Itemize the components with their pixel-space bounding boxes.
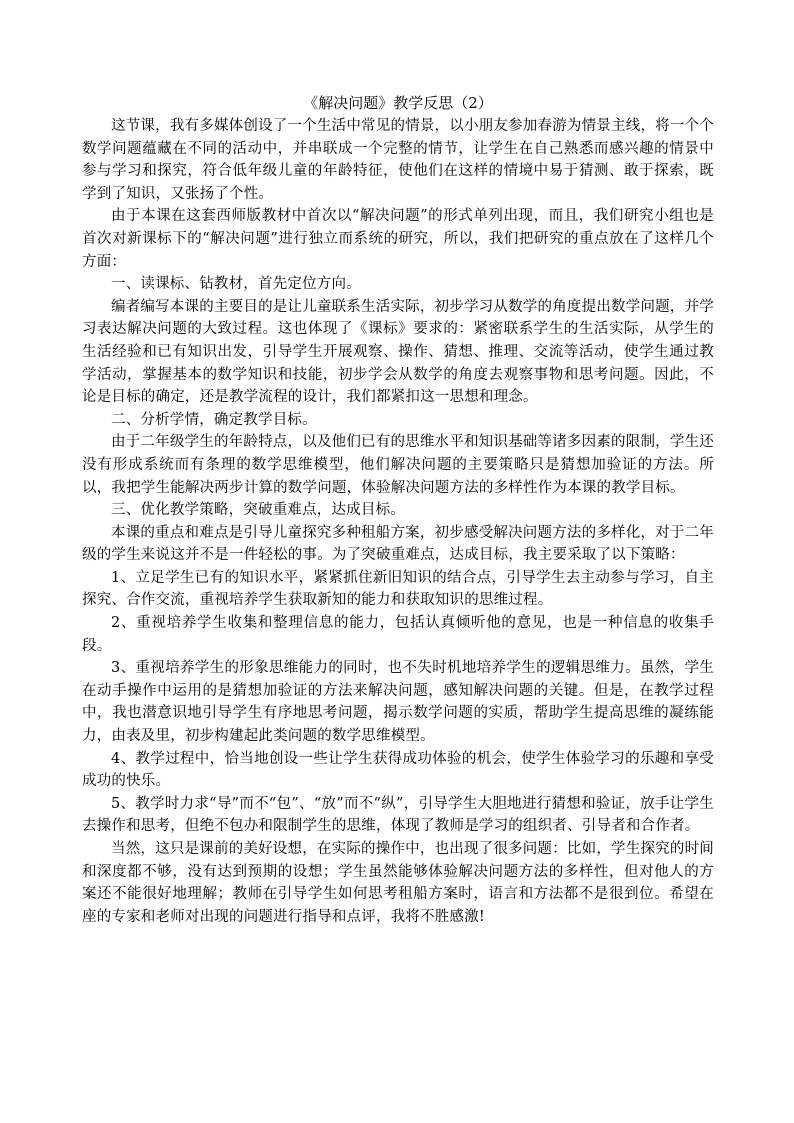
strategy-item-3: 3、重视培养学生的形象思维能力的同时，也不失时机地培养学生的逻辑思维力。虽然，学生在动手操作中运用的是猜想加验证的方法来解决问题，感知解决问题的关键。但是，在教学过程中，我也潜意识地引导学生有序地思考问题，揭示数学问题的实质，帮助学生提高思维的凝练能力，由表及里，初步构建起此类问题的数学思维模型。: [82, 660, 714, 745]
paragraph-research-focus: 由于本课在这套西师版教材中首次以“解决问题”的形式单列出现，而且，我们研究小组也是首次对新课标下的“解决问题”进行独立而系统的研究，所以，我们把研究的重点放在了这样几个方面：: [82, 208, 714, 270]
paragraph-curriculum: 编者编写本课的主要目的是让儿童联系生活实际，初步学习从数学的角度提出数学问题，并学习表达解决问题的大致过程。这也体现了《课标》要求的：紧密联系学生的生活实际，从学生的生活经验和已有知识出发，引导学生开展观察、操作、猜想、推理、交流等活动，使学生通过教学活动，掌握基本的数学知识和技能，初步学会从数学的角度去观察事物和思考问题。因此，不论是目标的确定，还是教学流程的设计，我们都紧扣这一思想和理念。: [82, 298, 714, 406]
strategy-item-1: 1、立足学生已有的知识水平，紧紧抓住新旧知识的结合点，引导学生去主动参与学习，自主探究、合作交流，重视培养学生获取新知的能力和获取知识的思维过程。: [82, 569, 714, 609]
paragraph-conclusion: 当然，这只是课前的美好设想，在实际的操作中，也出现了很多问题：比如，学生探究的时间和深度都不够，没有达到预期的设想；学生虽然能够体验解决问题方法的多样性，但对他人的方案还不能很好地理解；教师在引导学生如何思考租船方案时，语言和方法都不是很到位。希望在座的专家和老师对出现的问题进行指导和点评，我将不胜感激!: [82, 841, 714, 925]
section-heading-1: 一、读课标、钻教材，首先定位方向。: [111, 276, 361, 293]
document-title: 《解决问题》教学反思（2）: [303, 94, 493, 112]
paragraph-key-difficulties: 本课的重点和难点是引导儿童探究多种租船方案，初步感受解决问题方法的多样化，对于二年级的学生来说这并不是一件轻松的事。为了突破重难点，达成目标，我主要采取了以下策略：: [82, 524, 714, 564]
section-heading-3: 三、优化教学策略，突破重难点，达成目标。: [111, 502, 405, 519]
paragraph-intro: 这节课，我有多媒体创设了一个生活中常见的情景，以小朋友参加春游为情景主线，将一个个数学问题蕴藏在不同的活动中，并串联成一个完整的情节，让学生在自己熟悉而感兴趣的情景中参与学习和探究，符合低年级儿童的年龄特征，使他们在这样的情境中易于猜测、敢于探索，既学到了知识，又张扬了个性。: [82, 118, 714, 202]
strategy-item-2: 2、重视培养学生收集和整理信息的能力，包括认真倾听他的意见，也是一种信息的收集手段。: [82, 615, 714, 654]
strategy-item-4: 4、教学过程中，恰当地创设一些让学生获得成功体验的机会，使学生体验学习的乐趣和享受成功的快乐。: [82, 750, 714, 790]
document-page: [82, 92, 714, 928]
paragraph-learner-analysis: 由于二年级学生的年龄特点，以及他们已有的思维水平和知识基础等诸多因素的限制，学生还没有形成系统而有条理的数学思维模型，他们解决问题的主要策略只是猜想加验证的方法。所以，我把学生能解决两步计算的数学问题，体验解决问题方法的多样性作为本课的教学目标。: [82, 434, 714, 496]
section-heading-2: 二、分析学情，确定教学目标。: [111, 411, 317, 428]
strategy-item-5: 5、教学时力求“导”而不“包”、“放”而不“纵”，引导学生大胆地进行猜想和验证，放手让学生去操作和思考，但绝不包办和限制学生的思维，体现了教师是学习的组织者、引导者和合作者。: [82, 795, 714, 835]
